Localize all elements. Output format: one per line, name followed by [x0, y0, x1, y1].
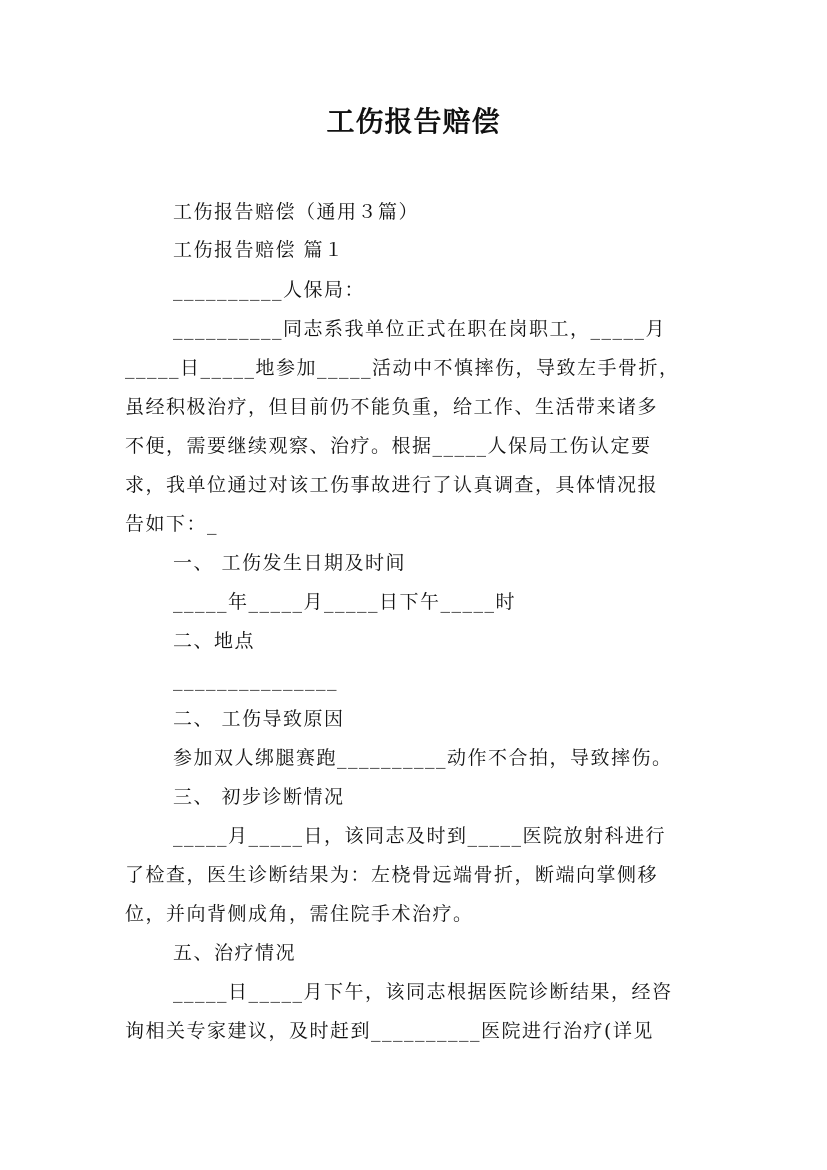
numbered-heading: 二、 工伤导致原因 [173, 708, 345, 730]
document-title: 工伤报告赔偿 [326, 105, 501, 138]
body-line: _______________ [173, 669, 338, 691]
numbered-heading: 二、地点 [173, 630, 256, 652]
body-line: 询相关专家建议，及时赶到__________医院进行治疗(详见 [125, 1020, 654, 1042]
body-line: 求，我单位通过对该工伤事故进行了认真调查，具体情况报 [125, 474, 659, 496]
body-line: 不便，需要继续观察、治疗。根据_____人保局工伤认定要 [125, 435, 652, 457]
body-line: _____日_____地参加_____活动中不慎摔伤，导致左手骨折， [125, 357, 680, 379]
body-line: __________同志系我单位正式在职在岗职工，_____月 [173, 318, 667, 340]
body-line: 虽经积极治疗，但目前仍不能负重，给工作、生活带来诸多 [125, 396, 659, 418]
addressee-line: __________人保局： [173, 279, 366, 301]
body-line: 位，并向背侧成角，需住院手术治疗。 [125, 903, 474, 925]
body-line: _____年_____月_____日下午_____时 [173, 591, 517, 613]
body-line: _____月_____日，该同志及时到_____医院放射科进行 [173, 825, 667, 847]
subtitle-line: 工伤报告赔偿（通用３篇） [173, 201, 420, 223]
numbered-heading: 五、治疗情况 [173, 942, 297, 964]
body-line: 告如下：_ [125, 513, 219, 535]
section-heading: 工伤报告赔偿 篇１ [173, 239, 345, 261]
body-line: 参加双人绑腿赛跑__________动作不合拍，导致摔伤。 [173, 747, 673, 769]
body-line: 了检查，医生诊断结果为：左桡骨远端骨折，断端向掌侧移 [125, 864, 659, 886]
body-line: _____日_____月下午，该同志根据医院诊断结果，经咨 [173, 981, 673, 1003]
numbered-heading: 三、 初步诊断情况 [173, 786, 345, 808]
numbered-heading: 一、 工伤发生日期及时间 [173, 552, 407, 574]
